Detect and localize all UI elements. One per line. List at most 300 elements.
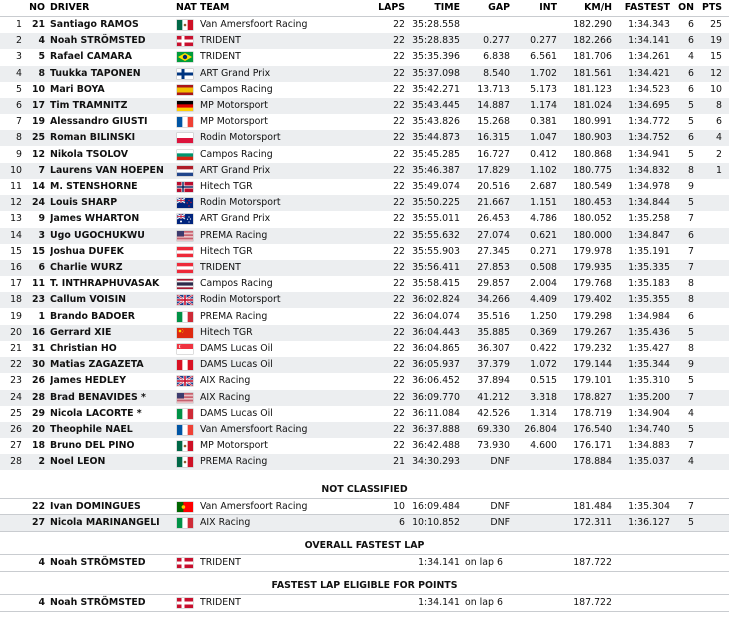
cell-kmh: 181.561 xyxy=(573,68,612,79)
cell-int: 2.004 xyxy=(530,278,557,289)
cell-fastest: 1:35.344 xyxy=(628,359,670,370)
cell-on: 5 xyxy=(688,375,694,386)
header-on: ON xyxy=(678,2,694,13)
cell-gap: 17.829 xyxy=(477,165,510,176)
header-pos xyxy=(0,0,22,16)
cell-int: 4.409 xyxy=(530,294,557,305)
result-row xyxy=(0,244,729,260)
cell-note: on lap 6 xyxy=(465,597,503,608)
cell-laps: 22 xyxy=(393,359,405,370)
cell-gap: DNF xyxy=(490,517,510,528)
flag-icon xyxy=(177,328,193,338)
cell-no: 23 xyxy=(31,294,45,305)
cell-gap xyxy=(465,17,510,33)
result-row xyxy=(0,82,729,98)
cell-team: DAMS Lucas Oil xyxy=(200,359,273,370)
flag-icon xyxy=(177,263,193,273)
header-time: TIME xyxy=(434,2,460,13)
cell-team: Hitech TGR xyxy=(200,181,253,192)
cell-gap: 0.277 xyxy=(483,35,510,46)
result-row xyxy=(0,66,729,82)
cell-time: 35:55.011 xyxy=(412,213,460,224)
cell-laps: 22 xyxy=(393,343,405,354)
flag-icon xyxy=(177,360,193,370)
cell-kmh: 179.402 xyxy=(573,294,612,305)
cell-time: 10:10.852 xyxy=(412,517,460,528)
cell-gap: 16.315 xyxy=(477,132,510,143)
cell-pos xyxy=(0,515,22,531)
cell-kmh: 179.144 xyxy=(573,359,612,370)
flag-icon xyxy=(177,441,193,451)
cell-on: 8 xyxy=(688,165,694,176)
cell-on: 6 xyxy=(688,230,694,241)
result-row xyxy=(0,373,729,389)
cell-no: 30 xyxy=(31,359,45,370)
cell-pos: 10 xyxy=(10,165,22,176)
cell-fastest: 1:35.355 xyxy=(628,294,670,305)
cell-driver: Noel LEON xyxy=(50,456,106,467)
cell-pos: 21 xyxy=(10,343,22,354)
cell-fastest: 1:34.523 xyxy=(628,84,670,95)
cell-driver: Bruno DEL PINO xyxy=(50,440,135,451)
cell-time: 35:43.826 xyxy=(412,116,460,127)
cell-int: 6.561 xyxy=(530,51,557,62)
cell-int: 0.422 xyxy=(530,343,557,354)
cell-laps: 22 xyxy=(393,165,405,176)
cell-on: 7 xyxy=(688,392,694,403)
cell-kmh: 179.768 xyxy=(573,278,612,289)
cell-gap: 27.853 xyxy=(477,262,510,273)
cell-pts: 1 xyxy=(716,165,722,176)
cell-int xyxy=(515,515,557,531)
cell-team: PREMA Racing xyxy=(200,230,268,241)
cell-team: PREMA Racing xyxy=(200,456,268,467)
cell-driver: Joshua DUFEK xyxy=(50,246,124,257)
cell-no: 4 xyxy=(38,597,45,608)
cell-no: 24 xyxy=(31,197,45,208)
cell-gap: 69.330 xyxy=(477,424,510,435)
cell-time: 36:42.488 xyxy=(412,440,460,451)
cell-no: 29 xyxy=(31,408,45,419)
cell-gap: 13.713 xyxy=(477,84,510,95)
cell-gap: DNF xyxy=(490,501,510,512)
cell-int: 0.381 xyxy=(530,116,557,127)
cell-driver: Tuukka TAPONEN xyxy=(50,68,141,79)
cell-team: ART Grand Prix xyxy=(200,213,271,224)
cell-team: TRIDENT xyxy=(200,35,241,46)
cell-driver: T. INTHRAPHUVASAK xyxy=(50,278,160,289)
cell-driver: Santiago RAMOS xyxy=(50,19,139,30)
cell-driver: Theophile NAEL xyxy=(50,424,133,435)
cell-driver: Noah STRÖMSTED xyxy=(50,35,146,46)
cell-pts xyxy=(700,454,722,470)
cell-fastest: 1:34.984 xyxy=(628,311,670,322)
cell-on: 7 xyxy=(688,246,694,257)
cell-driver: Mari BOYA xyxy=(50,84,105,95)
flag-icon xyxy=(177,69,193,79)
not-classified-row xyxy=(0,499,729,515)
cell-team: Campos Racing xyxy=(200,149,273,160)
cell-on: 4 xyxy=(688,456,694,467)
cell-fastest: 1:34.941 xyxy=(628,149,670,160)
cell-int: 4.600 xyxy=(530,440,557,451)
cell-pts xyxy=(700,438,722,454)
cell-time: 35:46.387 xyxy=(412,165,460,176)
result-row xyxy=(0,292,729,308)
cell-driver: Brando BADOER xyxy=(50,311,135,322)
cell-time: 36:04.074 xyxy=(412,311,460,322)
cell-pts: 8 xyxy=(716,100,722,111)
cell-pts: 25 xyxy=(710,19,722,30)
flag-icon xyxy=(177,150,193,160)
cell-pts xyxy=(700,211,722,227)
flag-icon xyxy=(177,295,193,305)
cell-kmh: 179.101 xyxy=(573,375,612,386)
cell-gap: 35.516 xyxy=(477,311,510,322)
cell-note: on lap 6 xyxy=(465,557,503,568)
cell-no: 21 xyxy=(31,19,45,30)
cell-fastest: 1:34.695 xyxy=(628,100,670,111)
cell-laps: 22 xyxy=(393,311,405,322)
cell-pos xyxy=(0,499,22,515)
cell-driver: James WHARTON xyxy=(50,213,140,224)
cell-driver: Ivan DOMINGUES xyxy=(50,501,141,512)
header-team: TEAM xyxy=(200,2,230,13)
header-nat: NAT xyxy=(176,2,197,13)
result-row xyxy=(0,147,729,163)
flag-icon xyxy=(177,117,193,127)
cell-gap: 29.857 xyxy=(477,278,510,289)
cell-pts xyxy=(700,260,722,276)
cell-fastest: 1:35.183 xyxy=(628,278,670,289)
cell-laps: 22 xyxy=(393,51,405,62)
cell-pos: 24 xyxy=(10,392,22,403)
cell-time: 36:37.888 xyxy=(412,424,460,435)
header-laps: LAPS xyxy=(378,2,405,13)
cell-time: 35:42.271 xyxy=(412,84,460,95)
cell-pos: 25 xyxy=(10,408,22,419)
flag-icon xyxy=(177,598,193,608)
cell-time: 1:34.141 xyxy=(418,557,460,568)
cell-kmh: 179.232 xyxy=(573,343,612,354)
header-driver: DRIVER xyxy=(50,2,90,13)
cell-laps: 22 xyxy=(393,440,405,451)
cell-fastest: 1:34.261 xyxy=(628,51,670,62)
flag-icon xyxy=(177,344,193,354)
cell-gap: 35.885 xyxy=(477,327,510,338)
cell-no: 16 xyxy=(31,327,45,338)
result-row xyxy=(0,422,729,438)
cell-pos: 19 xyxy=(10,311,22,322)
cell-team: Rodin Motorsport xyxy=(200,197,281,208)
cell-no: 10 xyxy=(31,84,45,95)
cell-pts xyxy=(700,422,722,438)
cell-int: 1.102 xyxy=(530,165,557,176)
cell-laps: 22 xyxy=(393,424,405,435)
result-row xyxy=(0,260,729,276)
cell-team: DAMS Lucas Oil xyxy=(200,408,273,419)
cell-kmh: 180.000 xyxy=(573,230,612,241)
cell-int: 1.314 xyxy=(530,408,557,419)
cell-no: 4 xyxy=(38,35,45,46)
cell-pts xyxy=(700,276,722,292)
cell-kmh: 182.266 xyxy=(573,35,612,46)
result-row xyxy=(0,33,729,49)
flag-icon xyxy=(177,166,193,176)
cell-int: 0.271 xyxy=(530,246,557,257)
fastest-points-title: FASTEST LAP ELIGIBLE FOR POINTS xyxy=(271,580,458,591)
cell-driver: M. STENSHORNE xyxy=(50,181,138,192)
cell-pos: 22 xyxy=(10,359,22,370)
cell-laps: 22 xyxy=(393,278,405,289)
result-row xyxy=(0,114,729,130)
cell-kmh: 178.827 xyxy=(573,392,612,403)
result-row xyxy=(0,309,729,325)
flag-icon xyxy=(177,36,193,46)
cell-time: 36:05.937 xyxy=(412,359,460,370)
cell-fastest: 1:35.427 xyxy=(628,343,670,354)
cell-on: 8 xyxy=(688,278,694,289)
header-kmh: KM/H xyxy=(584,2,612,13)
cell-time: 35:50.225 xyxy=(412,197,460,208)
cell-team: TRIDENT xyxy=(200,597,241,608)
cell-time: 36:02.824 xyxy=(412,294,460,305)
cell-pos: 23 xyxy=(10,375,22,386)
cell-team: Van Amersfoort Racing xyxy=(200,19,308,30)
cell-fastest: 1:34.883 xyxy=(628,440,670,451)
cell-gap: 37.379 xyxy=(477,359,510,370)
cell-on: 7 xyxy=(688,213,694,224)
cell-pts xyxy=(700,390,722,406)
cell-pts xyxy=(700,373,722,389)
cell-no: 25 xyxy=(31,132,45,143)
cell-team: Rodin Motorsport xyxy=(200,132,281,143)
flag-icon xyxy=(177,52,193,62)
cell-team: AIX Racing xyxy=(200,392,251,403)
cell-on: 8 xyxy=(688,343,694,354)
cell-driver: Noah STRÖMSTED xyxy=(50,597,146,608)
result-row xyxy=(0,357,729,373)
cell-time: 35:43.445 xyxy=(412,100,460,111)
cell-gap: DNF xyxy=(490,456,510,467)
cell-int: 0.515 xyxy=(530,375,557,386)
cell-pos: 16 xyxy=(10,262,22,273)
flag-icon xyxy=(177,502,193,512)
cell-time: 35:45.285 xyxy=(412,149,460,160)
cell-no: 15 xyxy=(31,246,45,257)
cell-team: MP Motorsport xyxy=(200,116,268,127)
cell-pts xyxy=(700,179,722,195)
cell-fastest: 1:35.037 xyxy=(628,456,670,467)
cell-int: 1.072 xyxy=(530,359,557,370)
cell-laps: 22 xyxy=(393,84,405,95)
cell-laps: 22 xyxy=(393,116,405,127)
cell-gap: 14.887 xyxy=(477,100,510,111)
cell-int: 1.047 xyxy=(530,132,557,143)
cell-time: 36:11.084 xyxy=(412,408,460,419)
cell-time: 36:06.452 xyxy=(412,375,460,386)
flag-icon xyxy=(177,457,193,467)
cell-fastest: 1:35.191 xyxy=(628,246,670,257)
header-int: INT xyxy=(539,2,557,13)
cell-team: TRIDENT xyxy=(200,262,241,273)
flag-icon xyxy=(177,214,193,224)
result-row xyxy=(0,98,729,114)
cell-time: 35:28.558 xyxy=(412,19,460,30)
cell-driver: Nikola TSOLOV xyxy=(50,149,129,160)
cell-pos: 28 xyxy=(10,456,22,467)
cell-driver: Rafael CAMARA xyxy=(50,51,132,62)
fastest-points-row xyxy=(0,595,729,611)
cell-time: 35:28.835 xyxy=(412,35,460,46)
flag-icon xyxy=(177,518,193,528)
cell-on: 6 xyxy=(688,311,694,322)
cell-on: 6 xyxy=(688,68,694,79)
cell-int: 4.786 xyxy=(530,213,557,224)
cell-on: 8 xyxy=(688,294,694,305)
cell-pos: 13 xyxy=(10,213,22,224)
cell-fastest: 1:34.421 xyxy=(628,68,670,79)
cell-int: 5.173 xyxy=(530,84,557,95)
flag-icon xyxy=(177,85,193,95)
cell-gap: 20.516 xyxy=(477,181,510,192)
cell-driver: Roman BILINSKI xyxy=(50,132,136,143)
cell-laps: 6 xyxy=(399,517,405,528)
cell-time: 36:04.865 xyxy=(412,343,460,354)
cell-kmh: 180.991 xyxy=(573,116,612,127)
cell-driver: Matias ZAGAZETA xyxy=(50,359,144,370)
cell-on: 7 xyxy=(688,262,694,273)
flag-icon xyxy=(177,558,193,568)
cell-no: 5 xyxy=(38,51,45,62)
flag-icon xyxy=(177,409,193,419)
cell-time: 34:30.293 xyxy=(412,456,460,467)
cell-kmh: 179.935 xyxy=(573,262,612,273)
cell-kmh: 180.549 xyxy=(573,181,612,192)
cell-on: 9 xyxy=(688,359,694,370)
cell-pts: 12 xyxy=(710,68,722,79)
cell-fastest: 1:35.258 xyxy=(628,213,670,224)
cell-on: 5 xyxy=(688,149,694,160)
cell-int: 1.151 xyxy=(530,197,557,208)
cell-time: 35:44.873 xyxy=(412,132,460,143)
cell-laps: 22 xyxy=(393,68,405,79)
cell-driver: Louis SHARP xyxy=(50,197,118,208)
cell-driver: Noah STRÖMSTED xyxy=(50,557,146,568)
cell-laps: 22 xyxy=(393,19,405,30)
cell-kmh: 181.484 xyxy=(573,501,612,512)
cell-pts xyxy=(700,406,722,422)
cell-pts xyxy=(700,244,722,260)
cell-kmh: 180.052 xyxy=(573,213,612,224)
cell-driver: James HEDLEY xyxy=(50,375,126,386)
cell-no: 20 xyxy=(31,424,45,435)
cell-on: 6 xyxy=(688,19,694,30)
cell-no: 6 xyxy=(38,262,45,273)
cell-pts xyxy=(700,341,722,357)
cell-on: 6 xyxy=(688,84,694,95)
cell-team: Hitech TGR xyxy=(200,327,253,338)
cell-driver: Tim TRAMNITZ xyxy=(50,100,128,111)
cell-pos: 4 xyxy=(16,68,22,79)
cell-gap: 36.307 xyxy=(477,343,510,354)
cell-int: 1.250 xyxy=(530,311,557,322)
cell-on: 4 xyxy=(688,51,694,62)
cell-pts: 10 xyxy=(710,84,722,95)
cell-pts: 15 xyxy=(710,51,722,62)
cell-kmh: 182.290 xyxy=(573,19,612,30)
header-pts: PTS xyxy=(701,2,722,13)
cell-fastest: 1:34.844 xyxy=(628,197,670,208)
cell-int: 1.174 xyxy=(530,100,557,111)
cell-driver: Brad BENAVIDES * xyxy=(50,392,146,403)
not-classified-title: NOT CLASSIFIED xyxy=(321,484,408,495)
cell-on: 7 xyxy=(688,440,694,451)
cell-pos: 26 xyxy=(10,424,22,435)
cell-no: 27 xyxy=(31,517,45,528)
flag-icon xyxy=(177,376,193,386)
result-row xyxy=(0,49,729,65)
cell-on: 5 xyxy=(688,517,694,528)
cell-fastest: 1:34.978 xyxy=(628,181,670,192)
header-fastest: FASTEST xyxy=(624,2,670,13)
cell-kmh: 187.722 xyxy=(573,597,612,608)
cell-kmh: 179.978 xyxy=(573,246,612,257)
cell-int xyxy=(515,17,557,33)
cell-pos: 6 xyxy=(16,100,22,111)
cell-team: Campos Racing xyxy=(200,278,273,289)
cell-laps: 22 xyxy=(393,327,405,338)
cell-int: 0.369 xyxy=(530,327,557,338)
cell-no: 26 xyxy=(31,375,45,386)
cell-kmh: 178.719 xyxy=(573,408,612,419)
cell-laps: 22 xyxy=(393,132,405,143)
cell-fastest: 1:36.127 xyxy=(628,517,670,528)
cell-pos: 2 xyxy=(16,35,22,46)
cell-no: 31 xyxy=(31,343,45,354)
cell-pos: 12 xyxy=(10,197,22,208)
cell-pts xyxy=(700,499,722,515)
cell-gap: 16.727 xyxy=(477,149,510,160)
cell-team: DAMS Lucas Oil xyxy=(200,343,273,354)
cell-fastest: 1:34.832 xyxy=(628,165,670,176)
cell-gap: 42.526 xyxy=(477,408,510,419)
cell-no: 14 xyxy=(31,181,45,192)
flag-icon xyxy=(177,101,193,111)
result-row xyxy=(0,195,729,211)
cell-driver: Nicola LACORTE * xyxy=(50,408,142,419)
cell-team: AIX Racing xyxy=(200,517,251,528)
cell-on: 5 xyxy=(688,116,694,127)
cell-laps: 22 xyxy=(393,262,405,273)
cell-fastest: 1:34.141 xyxy=(628,35,670,46)
cell-gap: 21.667 xyxy=(477,197,510,208)
result-row xyxy=(0,390,729,406)
cell-no: 7 xyxy=(38,165,45,176)
cell-laps: 22 xyxy=(393,181,405,192)
cell-int: 0.277 xyxy=(530,35,557,46)
header-row xyxy=(0,0,729,16)
cell-pts xyxy=(700,195,722,211)
cell-driver: Laurens VAN HOEPEN xyxy=(50,165,164,176)
cell-laps: 22 xyxy=(393,149,405,160)
cell-time: 35:55.632 xyxy=(412,230,460,241)
cell-team: ART Grand Prix xyxy=(200,68,271,79)
cell-fastest: 1:34.847 xyxy=(628,230,670,241)
result-row xyxy=(0,179,729,195)
cell-gap: 15.268 xyxy=(477,116,510,127)
cell-no: 12 xyxy=(31,149,45,160)
